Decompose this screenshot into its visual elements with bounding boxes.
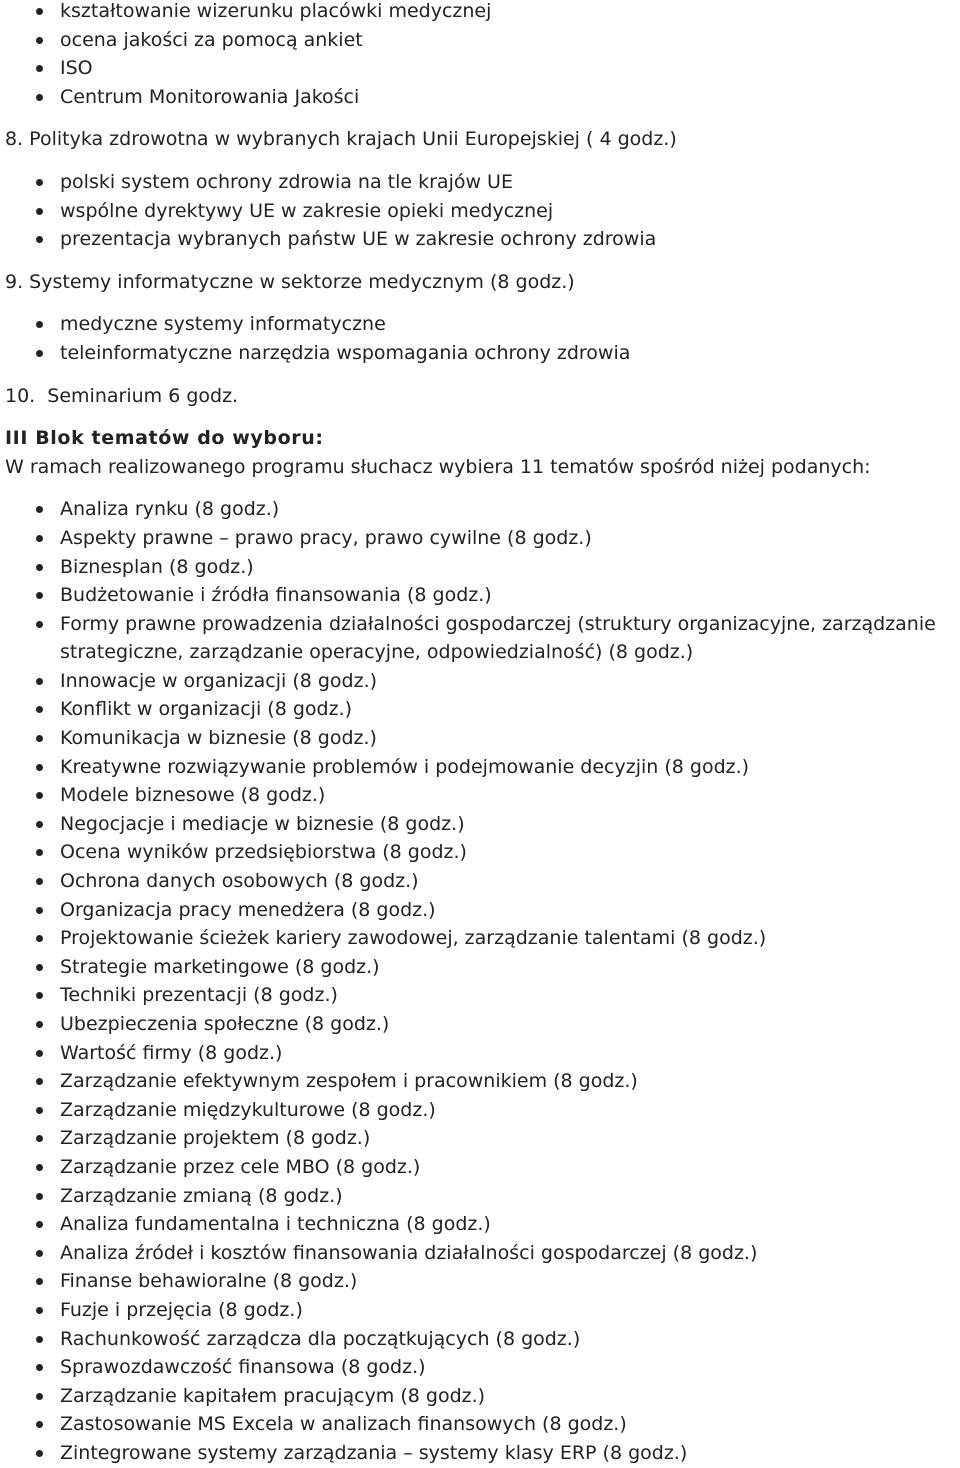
list-item: Projektowanie ścieżek kariery zawodowej, zarządzanie talentami (8 godz.) [5, 924, 960, 953]
list-item: Zarządzanie zmianą (8 godz.) [5, 1182, 960, 1211]
block3-title: III Blok tematów do wyboru: [5, 427, 324, 450]
bullet-icon [36, 1050, 43, 1057]
list-item: Kreatywne rozwiązywanie problemów i podejmowanie decyzjin (8 godz.) [5, 753, 960, 782]
bullet-icon [36, 1107, 43, 1114]
bullet-icon [36, 1278, 43, 1285]
bullet-icon [36, 1193, 43, 1200]
bullet-icon [36, 1221, 43, 1228]
bullet-icon [36, 535, 43, 542]
list-item: Analiza rynku (8 godz.) [5, 495, 960, 524]
list-item: Formy prawne prowadzenia działalności gospodarczej (struktury organizacyjne, zarządzanie strategiczne, zarządzanie operacyjne, odpowiedzialność) (8 godz.) [5, 610, 960, 667]
list-item: Centrum Monitorowania Jakości [5, 83, 960, 112]
bullet-icon [36, 1021, 43, 1028]
bullet-icon [36, 849, 43, 856]
list-item: Analiza źródeł i kosztów finansowania działalności gospodarczej (8 godz.) [5, 1239, 960, 1268]
bullet-icon [36, 1250, 43, 1257]
section7-list [5, 0, 960, 111]
list-item: prezentacja wybranych państw UE w zakresie ochrony zdrowia [5, 225, 960, 254]
block3-list [5, 495, 960, 1467]
bullet-icon [36, 236, 43, 243]
list-item: ISO [5, 54, 960, 83]
bullet-icon [36, 8, 43, 15]
bullet-icon [36, 792, 43, 799]
bullet-icon [36, 65, 43, 72]
list-item: Modele biznesowe (8 godz.) [5, 781, 960, 810]
list-item: Wartość firmy (8 godz.) [5, 1039, 960, 1068]
bullet-icon [36, 621, 43, 628]
bullet-icon [36, 1307, 43, 1314]
list-item: Ochrona danych osobowych (8 godz.) [5, 867, 960, 896]
block3-intro: W ramach realizowanego programu słuchacz wybiera 11 tematów spośród niżej podanych: [5, 455, 871, 478]
list-item: Ocena wyników przedsiębiorstwa (8 godz.) [5, 838, 960, 867]
bullet-icon [36, 1336, 43, 1343]
list-item: Komunikacja w biznesie (8 godz.) [5, 724, 960, 753]
list-item: Ubezpieczenia społeczne (8 godz.) [5, 1010, 960, 1039]
list-item: Strategie marketingowe (8 godz.) [5, 953, 960, 982]
list-item: Rachunkowość zarządcza dla początkujących (8 godz.) [5, 1325, 960, 1354]
list-item: Fuzje i przejęcia (8 godz.) [5, 1296, 960, 1325]
section8-heading: 8. Polityka zdrowotna w wybranych krajach Unii Europejskiej ( 4 godz.) [5, 128, 677, 151]
bullet-icon [36, 735, 43, 742]
bullet-icon [36, 208, 43, 215]
list-item: Innowacje w organizacji (8 godz.) [5, 667, 960, 696]
bullet-icon [36, 506, 43, 513]
bullet-icon [36, 706, 43, 713]
list-item: Analiza fundamentalna i techniczna (8 godz.) [5, 1210, 960, 1239]
section8-list [5, 168, 960, 254]
list-item: teleinformatyczne narzędzia wspomagania ochrony zdrowia [5, 339, 960, 368]
bullet-icon [36, 1135, 43, 1142]
bullet-icon [36, 94, 43, 101]
list-item: Budżetowanie i źródła finansowania (8 godz.) [5, 581, 960, 610]
list-item: Organizacja pracy menedżera (8 godz.) [5, 896, 960, 925]
list-item: medyczne systemy informatyczne [5, 310, 960, 339]
bullet-icon [36, 821, 43, 828]
list-item: Zarządzanie efektywnym zespołem i pracownikiem (8 godz.) [5, 1067, 960, 1096]
bullet-icon [36, 37, 43, 44]
bullet-icon [36, 764, 43, 771]
bullet-icon [36, 907, 43, 914]
list-item: wspólne dyrektywy UE w zakresie opieki medycznej [5, 197, 960, 226]
list-item: Techniki prezentacji (8 godz.) [5, 981, 960, 1010]
bullet-icon [36, 1393, 43, 1400]
list-item: Zarządzanie międzykulturowe (8 godz.) [5, 1096, 960, 1125]
list-item: ocena jakości za pomocą ankiet [5, 26, 960, 55]
list-item: Zastosowanie MS Excela w analizach finansowych (8 godz.) [5, 1410, 960, 1439]
list-item: Zintegrowane systemy zarządzania – systemy klasy ERP (8 godz.) [5, 1439, 960, 1468]
list-item: Negocjacje i mediacje w biznesie (8 godz.) [5, 810, 960, 839]
list-item: Zarządzanie kapitałem pracującym (8 godz.) [5, 1382, 960, 1411]
list-item: polski system ochrony zdrowia na tle krajów UE [5, 168, 960, 197]
bullet-icon [36, 564, 43, 571]
list-item: Zarządzanie projektem (8 godz.) [5, 1124, 960, 1153]
list-item: kształtowanie wizerunku placówki medycznej [5, 0, 960, 26]
section9-heading: 9. Systemy informatyczne w sektorze medycznym (8 godz.) [5, 270, 575, 293]
list-item: Aspekty prawne – prawo pracy, prawo cywilne (8 godz.) [5, 524, 960, 553]
bullet-icon [36, 1164, 43, 1171]
list-item: Sprawozdawczość finansowa (8 godz.) [5, 1353, 960, 1382]
bullet-icon [36, 878, 43, 885]
bullet-icon [36, 1364, 43, 1371]
bullet-icon [36, 1421, 43, 1428]
bullet-icon [36, 179, 43, 186]
bullet-icon [36, 992, 43, 999]
section10-heading: 10. Seminarium 6 godz. [5, 384, 239, 407]
bullet-icon [36, 321, 43, 328]
list-item: Zarządzanie przez cele MBO (8 godz.) [5, 1153, 960, 1182]
bullet-icon [36, 678, 43, 685]
bullet-icon [36, 592, 43, 599]
section9-list [5, 310, 960, 367]
list-item: Konflikt w organizacji (8 godz.) [5, 695, 960, 724]
bullet-icon [36, 1450, 43, 1457]
bullet-icon [36, 935, 43, 942]
list-item: Finanse behawioralne (8 godz.) [5, 1267, 960, 1296]
bullet-icon [36, 964, 43, 971]
bullet-icon [36, 1078, 43, 1085]
list-item: Biznesplan (8 godz.) [5, 553, 960, 582]
bullet-icon [36, 350, 43, 357]
